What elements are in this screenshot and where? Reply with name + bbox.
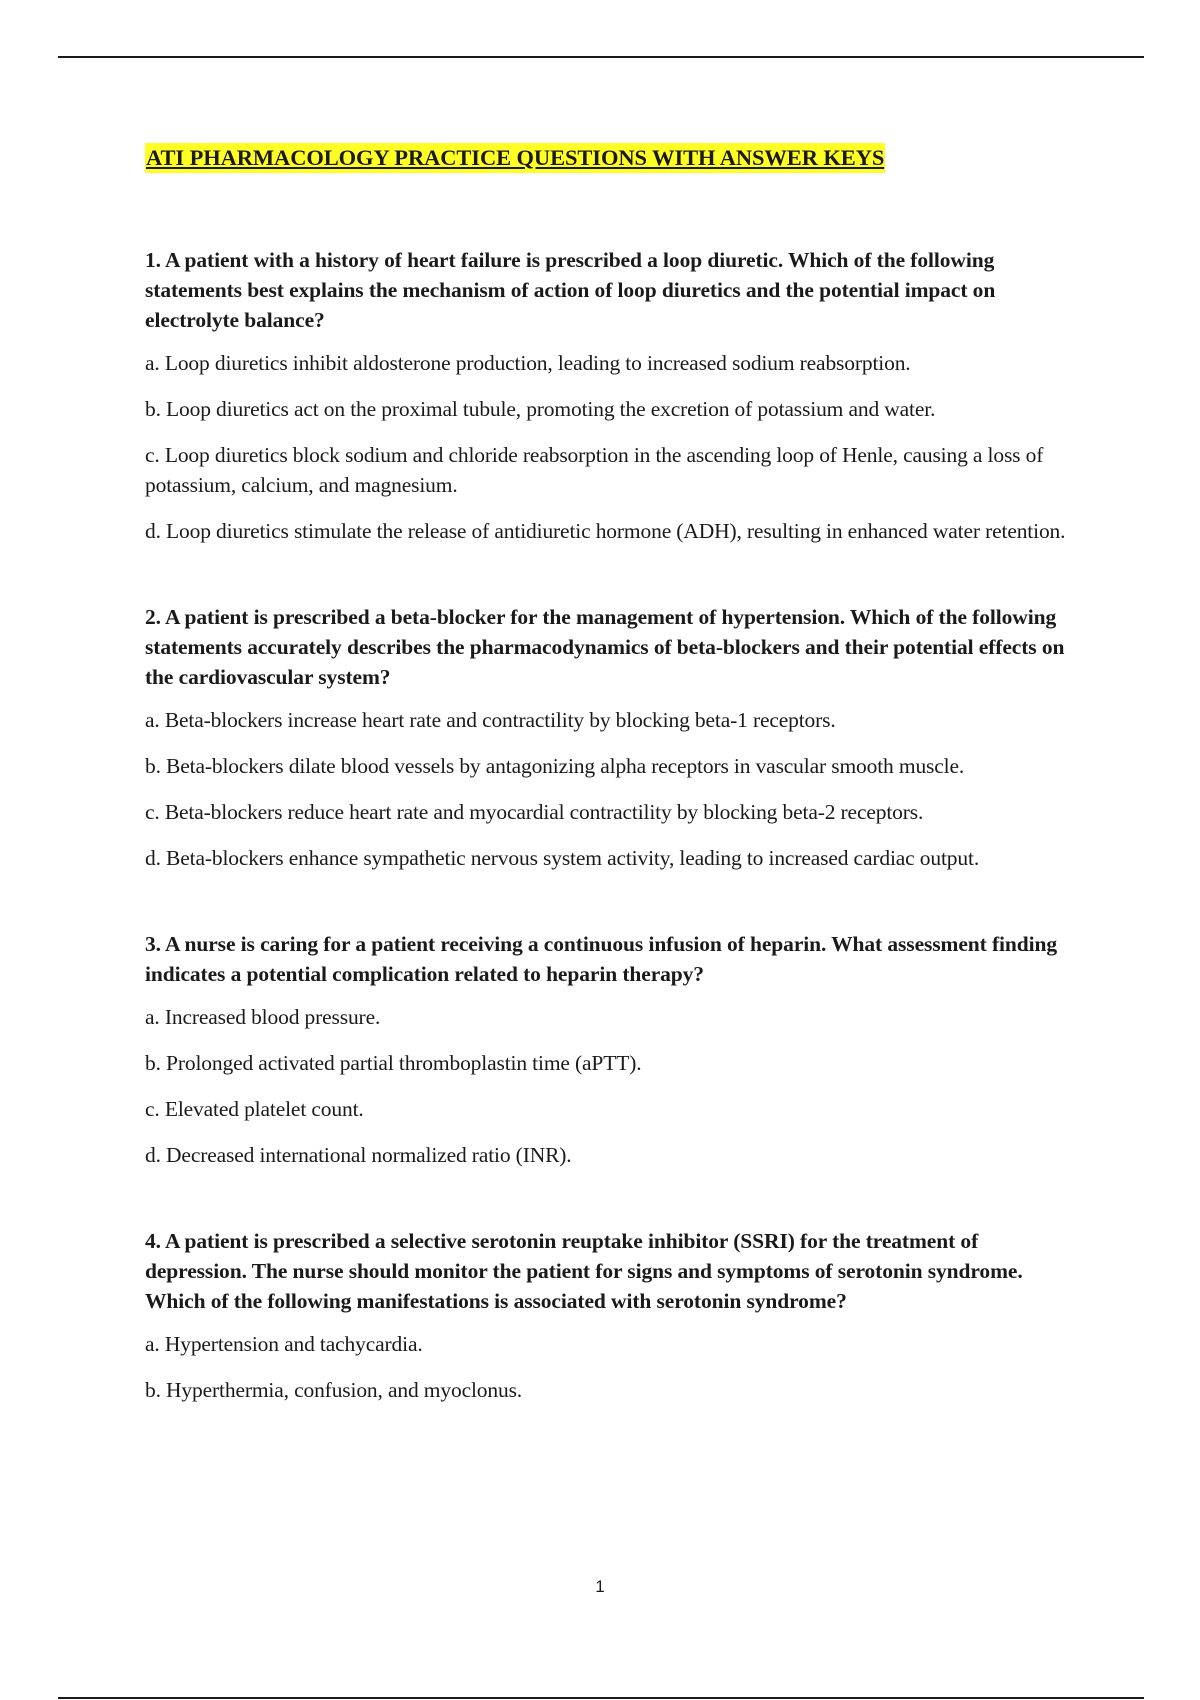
top-divider [58, 56, 1144, 58]
document-title: ATI PHARMACOLOGY PRACTICE QUESTIONS WITH ANSWER KEYS [145, 143, 885, 173]
option-b: b. Prolonged activated partial thromboplastin time (aPTT). [145, 1051, 642, 1075]
option-a: a. Loop diuretics inhibit aldosterone production, leading to increased sodium reabsorption. [145, 351, 911, 375]
option-c: c. Loop diuretics block sodium and chloride reabsorption in the ascending loop of Henle, causing a loss of potassium, calcium, and magnesium. [145, 443, 1044, 497]
question-text: 2. A patient is prescribed a beta-blocker for the management of hypertension. Which of the following statements accurately describes the pharmacodynamics of beta-blockers and their potential effects on the cardiovascular system? [145, 605, 1065, 689]
option-a: a. Hypertension and tachycardia. [145, 1332, 423, 1356]
option-a: a. Increased blood pressure. [145, 1005, 381, 1029]
question-2 [145, 602, 1080, 873]
option-d: d. Beta-blockers enhance sympathetic nervous system activity, leading to increased cardiac output. [145, 846, 980, 870]
option-c: c. Beta-blockers reduce heart rate and myocardial contractility by blocking beta-2 receptors. [145, 800, 924, 824]
title-wrapper [145, 143, 1080, 173]
question-1 [145, 245, 1080, 546]
option-a: a. Beta-blockers increase heart rate and contractility by blocking beta-1 receptors. [145, 708, 836, 732]
bottom-divider [58, 1697, 1144, 1699]
page-content [145, 143, 1080, 1461]
question-text: 4. A patient is prescribed a selective serotonin reuptake inhibitor (SSRI) for the treatment of depression. The nurse should monitor the patient for signs and symptoms of serotonin syndrome. Which of the following manifestations is associated with serotonin syndrome? [145, 1229, 1023, 1313]
option-d: d. Decreased international normalized ratio (INR). [145, 1143, 572, 1167]
option-b: b. Loop diuretics act on the proximal tubule, promoting the excretion of potassium and water. [145, 397, 936, 421]
option-c: c. Elevated platelet count. [145, 1097, 364, 1121]
question-text: 3. A nurse is caring for a patient receiving a continuous infusion of heparin. What assessment finding indicates a potential complication related to heparin therapy? [145, 932, 1058, 986]
option-b: b. Beta-blockers dilate blood vessels by antagonizing alpha receptors in vascular smooth muscle. [145, 754, 965, 778]
question-text: 1. A patient with a history of heart failure is prescribed a loop diuretic. Which of the following statements best explains the mechanism of action of loop diuretics and the potential impact on electrolyte balance? [145, 248, 996, 332]
option-d: d. Loop diuretics stimulate the release of antidiuretic hormone (ADH), resulting in enhanced water retention. [145, 519, 1066, 543]
page-number: 1 [595, 1577, 605, 1596]
option-b: b. Hyperthermia, confusion, and myoclonus. [145, 1378, 523, 1402]
question-4 [145, 1226, 1080, 1405]
question-3 [145, 929, 1080, 1170]
